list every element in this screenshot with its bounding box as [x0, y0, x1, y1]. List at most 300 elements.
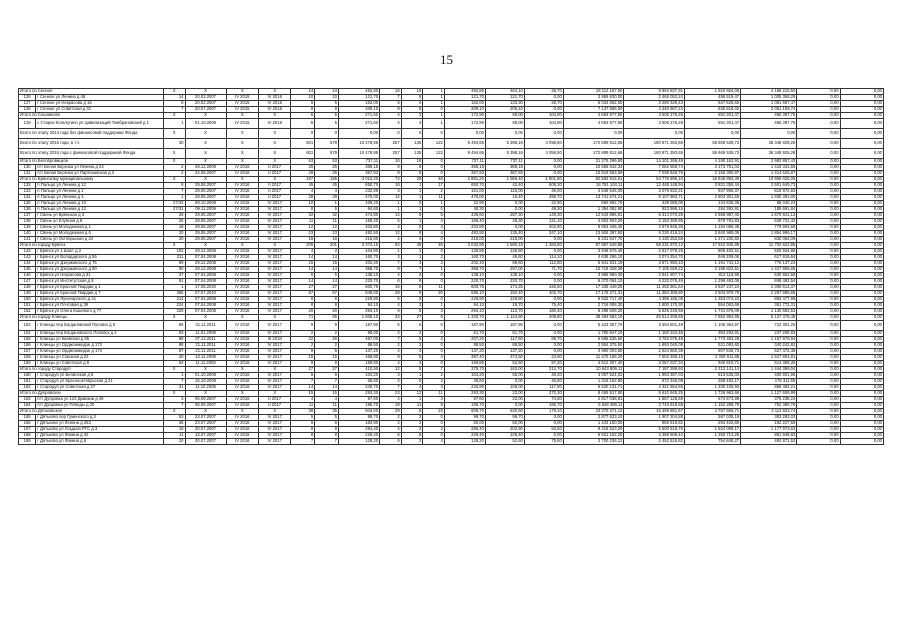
table-cell: 0,00 — [840, 331, 883, 337]
table-cell: 138,10 — [485, 273, 524, 279]
table-cell: 121,70 — [338, 95, 379, 101]
table-cell: 18,70 — [485, 303, 524, 309]
table-cell: 0 — [423, 343, 445, 349]
table-cell: 89 — [163, 261, 185, 267]
table-cell: 14 — [315, 267, 339, 273]
table-cell: 212,70 — [524, 367, 563, 373]
table-cell: 5 398,16 — [485, 139, 524, 149]
table-cell: 7 — [291, 379, 315, 385]
table-cell: 23,90 — [524, 355, 563, 361]
table-cell: 363 292,81 — [684, 331, 740, 337]
table-cell: 5 398,16 — [485, 149, 524, 159]
row-number: 144 — [19, 261, 36, 267]
table-cell: X — [259, 409, 291, 415]
table-cell: 15 — [315, 355, 339, 361]
table-cell: IV 2016 — [226, 415, 258, 421]
table-cell: X — [185, 243, 226, 249]
table-cell: 29.06.2007 — [185, 183, 226, 189]
table-cell: 11.01.2009 — [185, 331, 226, 337]
table-cell: 30.07.2007 — [185, 439, 226, 445]
table-cell: 8 — [163, 183, 185, 189]
table-cell: 209,10 — [485, 107, 524, 113]
table-cell: 0,00 — [524, 95, 563, 101]
table-cell: 4 — [423, 439, 445, 445]
table-cell: 17 — [423, 183, 445, 189]
table-cell: IV 2017 — [259, 355, 291, 361]
table-cell: 0,00 — [524, 237, 563, 243]
table-cell: 600,75 — [338, 285, 379, 291]
table-cell: 618 972,83 — [741, 189, 797, 195]
table-cell: 23 370 371,12 — [563, 409, 624, 415]
table-cell: 0,00 — [797, 331, 840, 337]
table-cell: 197 — [291, 177, 315, 183]
table-cell: 29.06.2007 — [185, 225, 226, 231]
address-cell: г Брянск ул Олега Кошевого д 77 — [36, 309, 164, 315]
table-cell: 530 952,58 — [741, 273, 797, 279]
table-cell: 0,00 — [840, 343, 883, 349]
table-cell: 7 — [163, 403, 185, 409]
table-cell: 21 275 296,50 — [563, 159, 624, 165]
table-cell: 48,30 — [444, 207, 485, 213]
address-cell: г Стародуб ул Белинская д 8 — [36, 373, 164, 379]
table-cell: 0,00 — [797, 403, 840, 409]
table-cell: 0,00 — [797, 267, 840, 273]
table-cell: 0 — [423, 433, 445, 439]
table-cell: 0,00 — [840, 267, 883, 273]
table-cell: 365 — [163, 291, 185, 297]
table-cell: 98,00 — [338, 331, 379, 337]
table-cell: 340 242,82 — [741, 343, 797, 349]
table-cell: 1 830 391,00 — [741, 195, 797, 201]
table-cell: 0 — [401, 201, 423, 207]
table-cell: 466 397,75 — [741, 119, 797, 129]
table-cell: 35 — [315, 409, 339, 415]
table-cell: 0,00 — [797, 231, 840, 237]
table-cell: 10 478,96 — [338, 139, 379, 149]
table-cell: 10 — [315, 95, 339, 101]
table-cell: IV 2017 — [259, 309, 291, 315]
table-cell: 112,80 — [524, 261, 563, 267]
table-cell: 166,40 — [338, 219, 379, 225]
row-number: 156 — [19, 343, 36, 349]
table-cell: 185 691,84 — [741, 207, 797, 213]
table-cell: 1 — [401, 189, 423, 195]
table-cell: IV 2015 — [226, 95, 258, 101]
table-cell: 45,60 — [524, 379, 563, 385]
table-cell: 630,60 — [485, 409, 524, 415]
table-cell: 36 — [163, 421, 185, 427]
table-cell: 1 106 364,97 — [684, 321, 740, 331]
table-cell: 19 — [163, 427, 185, 433]
table-cell: 872 346,08 — [624, 379, 685, 385]
table-cell: 1 920 664,09 — [684, 89, 740, 95]
table-cell: 229,40 — [485, 433, 524, 439]
table-cell: 9 494,66 — [444, 149, 485, 159]
table-cell: 0,00 — [524, 273, 563, 279]
table-cell: 0,00 — [840, 149, 883, 159]
row-number: 162 — [19, 385, 36, 391]
table-cell: 0,00 — [797, 415, 840, 421]
address-cell: г Дятьково ул Усадьба РТС д 3 — [36, 427, 164, 433]
table-cell: 2 558 987,40 — [684, 213, 740, 219]
table-cell: 160,70 — [444, 255, 485, 261]
address-cell: г Стародуб ул Краснооктябрьская д 21 — [36, 379, 164, 385]
table-cell: X — [259, 113, 291, 119]
table-cell: 40 — [163, 139, 185, 149]
table-cell: 12 — [315, 225, 339, 231]
table-cell: 187,90 — [485, 321, 524, 331]
table-cell: 601 — [291, 139, 315, 149]
table-cell: 0,00 — [797, 129, 840, 139]
table-cell: 202,40 — [444, 261, 485, 267]
address-cell: г Брянск ул Дзержинского д 80 — [36, 267, 164, 273]
table-cell: 1 127 606,99 — [741, 391, 797, 397]
table-cell: 0 — [401, 129, 423, 139]
table-cell: 574 673,88 — [684, 397, 740, 403]
table-cell: 8 488 608,20 — [563, 309, 624, 315]
table-cell: 369,18 — [485, 165, 524, 171]
table-cell: 195,70 — [524, 403, 563, 409]
table-cell: 137,20 — [444, 349, 485, 355]
table-cell: 7 — [380, 385, 402, 391]
table-cell: IV 2016 — [226, 379, 258, 385]
table-cell: 0,00 — [840, 95, 883, 101]
table-cell: 89,70 — [524, 337, 563, 343]
table-cell: 2 — [380, 343, 402, 349]
table-cell: IV 2016 — [226, 355, 258, 361]
table-cell: 11 492 381,64 — [624, 285, 685, 291]
row-number: 131 — [19, 171, 36, 177]
address-cell: п Пальцо ул Ленина д 10 — [36, 201, 164, 207]
table-cell: 2 — [423, 379, 445, 385]
table-cell: 1 — [401, 207, 423, 213]
table-cell: 881 948,83 — [741, 433, 797, 439]
table-cell: 5 — [315, 119, 339, 129]
table-cell: 0,00 — [797, 89, 840, 95]
table-cell: 6 — [380, 279, 402, 285]
table-cell: 464,10 — [485, 89, 524, 95]
table-cell: IV 2016 — [226, 189, 258, 195]
table-cell: 0 — [423, 249, 445, 255]
table-cell: X — [226, 113, 258, 119]
table-cell: 0,00 — [797, 279, 840, 285]
table-cell: 737,11 — [338, 159, 379, 165]
table-cell: 2 817 038,81 — [563, 397, 624, 403]
table-cell: 361 772,31 — [741, 303, 797, 309]
table-cell: 10 655 642,34 — [563, 165, 624, 171]
table-cell: 0,00 — [797, 225, 840, 231]
table-cell: 135 — [401, 149, 423, 159]
table-cell: IV 2016 — [226, 397, 258, 403]
table-cell: 0,00 — [524, 165, 563, 171]
table-cell: 4 240 987,24 — [624, 107, 685, 113]
table-cell: 0,00 — [840, 249, 883, 255]
table-cell: 614 359,35 — [741, 361, 797, 367]
table-cell: 26 — [163, 219, 185, 225]
table-cell: 192,40 — [485, 291, 524, 297]
address-cell: г Брянск ул Володарского д 55 — [36, 255, 164, 261]
table-cell: 5 626 249,58 — [624, 309, 685, 315]
table-cell: 3 960 003,60 — [563, 349, 624, 355]
table-cell: 1 693 040,08 — [624, 343, 685, 349]
table-cell: 0,00 — [797, 159, 840, 165]
address-cell: п Пальцо ул Ленина д 2 — [36, 189, 164, 195]
table-cell: 163,00 — [485, 367, 524, 373]
table-cell: 240,70 — [338, 385, 379, 391]
table-cell: 104,90 — [524, 119, 563, 129]
table-cell: 215,00 — [338, 237, 379, 243]
table-cell: X — [185, 409, 226, 415]
table-cell: 61,70 — [485, 331, 524, 337]
table-cell: 1 824 099,17 — [684, 427, 740, 433]
table-cell: 12 — [380, 195, 402, 201]
table-cell: 1 — [423, 113, 445, 119]
table-cell: 7 852 894,95 — [684, 315, 740, 321]
table-cell: 29.06.2007 — [185, 189, 226, 195]
table-cell: 8 — [315, 433, 339, 439]
row-number: 137 — [19, 213, 36, 219]
table-cell: 4 — [315, 189, 339, 195]
table-cell: 0,00 — [524, 421, 563, 427]
table-cell: 135 — [401, 139, 423, 149]
table-cell: 94,60 — [338, 207, 379, 213]
table-cell: 329 — [163, 309, 185, 315]
table-cell: III 2018 — [259, 337, 291, 343]
table-cell: 0,00 — [797, 201, 840, 207]
table-cell: 2 — [423, 189, 445, 195]
table-cell: 137,20 — [485, 349, 524, 355]
table-cell: 0 — [423, 421, 445, 427]
table-cell: 9 — [291, 427, 315, 433]
table-cell: 1 800 170,30 — [624, 303, 685, 309]
table-cell: IV 2016 — [226, 255, 258, 261]
table-cell: 7 062 559,74 — [624, 165, 685, 171]
table-cell: 1 726 963,66 — [684, 391, 740, 397]
table-cell: 27 — [401, 315, 423, 321]
row-label: Всего по этапу 2015 года, в т.ч. — [19, 139, 164, 149]
table-cell: 4 646 545,00 — [563, 189, 624, 195]
table-cell: 956 519,82 — [624, 421, 685, 427]
address-cell: г Дятьково ул Ленина д 253 — [36, 421, 164, 427]
table-cell: 54 775 896,10 — [624, 177, 685, 183]
table-cell: 93 — [163, 331, 185, 337]
table-cell: 3 503 979,75 — [684, 291, 740, 297]
row-number: 143 — [19, 255, 36, 261]
table-cell: 0,00 — [840, 297, 883, 303]
table-cell: 5 — [291, 273, 315, 279]
table-cell: 116,00 — [485, 189, 524, 195]
table-cell: 5 034 652,50 — [563, 101, 624, 107]
table-cell: 11 — [423, 195, 445, 201]
table-cell: 1 059,40 — [485, 177, 524, 183]
table-cell: 220,70 — [485, 279, 524, 285]
table-row — [19, 129, 884, 139]
table-cell: 0,00 — [797, 315, 840, 321]
table-cell: X — [185, 149, 226, 159]
table-cell: 476,00 — [444, 195, 485, 201]
table-cell: 397,40 — [444, 355, 485, 361]
table-cell: 7 — [380, 261, 402, 267]
table-cell: IV 2017 — [259, 379, 291, 385]
table-cell: 5 — [315, 415, 339, 421]
table-cell: 50,00 — [444, 421, 485, 427]
table-cell: 15 — [315, 391, 339, 397]
address-cell: с Старое Кольчугино ул Цивилизаций Тимбрановский д 1 — [36, 119, 164, 129]
table-cell: IV 2017 — [259, 303, 291, 309]
table-cell: 28 — [163, 213, 185, 219]
table-cell: X — [259, 149, 291, 159]
table-cell: 3 — [401, 119, 423, 129]
table-cell: 0,00 — [797, 321, 840, 331]
table-cell: 67 — [291, 291, 315, 297]
table-cell: 232,89 — [338, 189, 379, 195]
table-cell: IV 2016 — [259, 101, 291, 107]
table-cell: 10 478,96 — [338, 149, 379, 159]
table-cell: 175 311,55 — [741, 379, 797, 385]
table-cell: 3 879 646,39 — [624, 225, 685, 231]
table-cell: 10 — [291, 95, 315, 101]
table-cell: 14 — [380, 213, 402, 219]
table-cell: 65 — [315, 315, 339, 321]
row-number: 134 — [19, 195, 36, 201]
table-cell: 6 — [291, 297, 315, 303]
table-cell: 4 — [401, 237, 423, 243]
table-cell: IV 2016 — [226, 439, 258, 445]
table-cell: 94,10 — [338, 303, 379, 309]
table-cell: 0,00 — [524, 297, 563, 303]
table-cell: 1 191 741,12 — [684, 261, 740, 267]
table-cell: 486 519,47 — [684, 95, 740, 101]
table-cell: 18 — [380, 183, 402, 189]
table-cell: X — [163, 149, 185, 159]
table-cell: 202,90 — [485, 427, 524, 433]
table-cell: 5 600 519,76 — [624, 427, 685, 433]
address-cell: г Брянск ул Некрасова д 31 — [36, 273, 164, 279]
table-cell: 1 177 973,63 — [741, 427, 797, 433]
table-cell: 7 602 469,15 — [624, 355, 685, 361]
table-cell: 138,10 — [338, 273, 379, 279]
table-cell: 1 130 682,53 — [741, 309, 797, 315]
table-cell: IV 2017 — [259, 285, 291, 291]
table-cell: 1 — [163, 119, 185, 129]
table-cell: X — [163, 89, 185, 95]
table-cell: 1 — [163, 285, 185, 291]
table-cell: 45,30 — [485, 219, 524, 225]
table-cell: 0,00 — [797, 165, 840, 171]
table-cell: 24 — [291, 89, 315, 95]
table-cell: 2 — [163, 171, 185, 177]
table-cell: 271,60 — [338, 119, 379, 129]
table-cell: 0,00 — [797, 337, 840, 343]
table-cell: 224 — [163, 303, 185, 309]
table-cell: 90 — [163, 267, 185, 273]
table-cell: 23.07.2007 — [185, 415, 226, 421]
table-cell: 0,00 — [840, 107, 883, 113]
table-cell: 368,70 — [444, 267, 485, 273]
table-cell: 16 — [380, 285, 402, 291]
table-cell: 4 — [380, 349, 402, 355]
row-number: 135 — [19, 201, 36, 207]
table-cell: 2 061 159,74 — [741, 107, 797, 113]
table-cell: 2 617 078,25 — [624, 249, 685, 255]
table-row — [19, 139, 884, 149]
table-cell: 0,00 — [840, 101, 883, 107]
table-cell: 11.11.2009 — [185, 361, 226, 367]
table-cell: 9 107 983,71 — [624, 195, 685, 201]
table-cell: X — [163, 243, 185, 249]
table-cell: 4 — [380, 113, 402, 119]
address-cell: п Пальцо ул Ленина д 12 — [36, 183, 164, 189]
table-cell: 369,18 — [444, 165, 485, 171]
table-cell: 2 — [401, 343, 423, 349]
table-cell: 63 — [163, 361, 185, 367]
table-cell: 179,10 — [524, 409, 563, 415]
table-cell: 25 — [315, 165, 339, 171]
table-cell: 650,70 — [444, 183, 485, 189]
table-cell: X — [185, 177, 226, 183]
table-cell: 50,00 — [485, 421, 524, 427]
table-cell: 9 230 416,24 — [624, 231, 685, 237]
table-cell: 202,80 — [444, 225, 485, 231]
address-cell: г Брянск ул Почтовая д 39 — [36, 303, 164, 309]
table-cell: 137,20 — [338, 349, 379, 355]
table-cell: 0,00 — [840, 119, 883, 129]
table-cell: 286,40 — [444, 427, 485, 433]
table-cell: 0,00 — [684, 129, 740, 139]
table-cell: 0,00 — [840, 113, 883, 119]
table-cell: 0,00 — [797, 273, 840, 279]
table-cell: 0,00 — [797, 361, 840, 367]
table-cell: IV 2016 — [226, 183, 258, 189]
table-cell: 1 — [423, 101, 445, 107]
table-cell: 0,00 — [840, 189, 883, 195]
table-cell: IV 2016 — [226, 165, 258, 171]
table-cell: 8 — [291, 303, 315, 309]
table-cell: 0,00 — [524, 159, 563, 165]
table-cell: 284 392,91 — [684, 207, 740, 213]
table-cell: 4 — [380, 397, 402, 403]
table-cell: 0,00 — [840, 89, 883, 95]
table-cell: 1 330 105,93 — [684, 385, 740, 391]
table-cell: 0,00 — [797, 207, 840, 213]
table-cell: 10 — [291, 201, 315, 207]
table-cell: 162,00 — [444, 101, 485, 107]
table-cell: 2 — [380, 379, 402, 385]
table-cell: X — [226, 149, 258, 159]
table-cell: 01.10.2009 — [185, 373, 226, 379]
table-cell: 9 494,66 — [444, 139, 485, 149]
table-cell: 0,00 — [524, 107, 563, 113]
table-cell: 0,00 — [485, 379, 524, 385]
table-cell: 4 — [291, 249, 315, 255]
table-cell: 7 038 648,75 — [624, 171, 685, 177]
table-cell: 1 271 230,83 — [684, 237, 740, 243]
table-cell: 2 166 390,97 — [684, 171, 740, 177]
table-cell: 62,60 — [485, 361, 524, 367]
table-cell: 180 871 393,65 — [624, 149, 685, 159]
table-cell: 74,60 — [524, 397, 563, 403]
table-cell: 0,00 — [840, 165, 883, 171]
table-cell: 0,00 — [524, 129, 563, 139]
table-cell: 209,10 — [444, 107, 485, 113]
table-cell: 88,50 — [444, 343, 485, 349]
table-cell: 2 — [423, 337, 445, 343]
table-cell: 0,00 — [485, 403, 524, 409]
address-cell: г Клинцы ул Орджоникидзе д 172 — [36, 343, 164, 349]
table-cell: 0,00 — [840, 273, 883, 279]
table-cell: 0,00 — [797, 219, 840, 225]
table-cell: 807 840,73 — [684, 349, 740, 355]
